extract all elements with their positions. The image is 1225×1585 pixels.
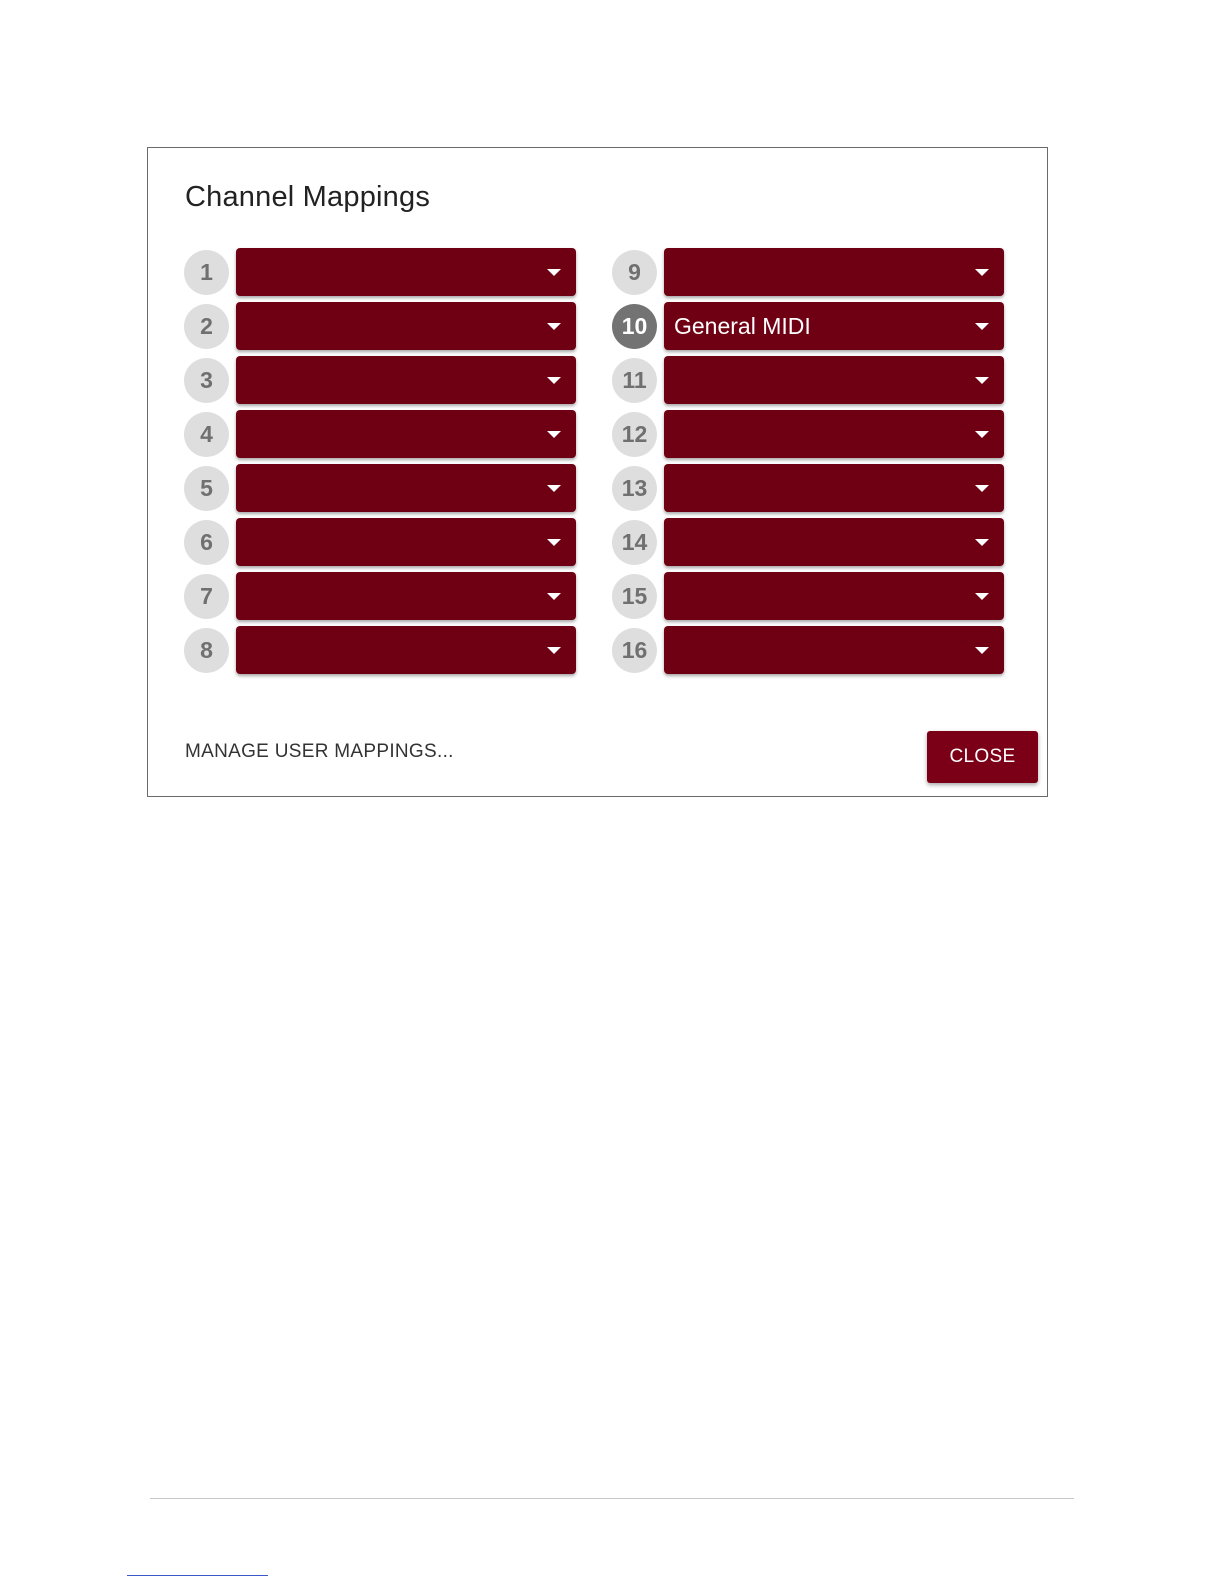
caret-down-icon — [547, 269, 561, 276]
channel-badge-7: 7 — [184, 574, 229, 619]
channel-badge-6: 6 — [184, 520, 229, 565]
caret-down-icon — [975, 593, 989, 600]
channel-row-11 — [612, 356, 992, 410]
channel-badge-5: 5 — [184, 466, 229, 511]
channel-select-5[interactable] — [236, 464, 576, 512]
channel-select-13[interactable] — [664, 464, 1004, 512]
channel-select-16[interactable] — [664, 626, 1004, 674]
channel-row-3 — [184, 356, 564, 410]
manage-user-mappings-button[interactable]: MANAGE USER MAPPINGS... — [185, 741, 454, 762]
caret-down-icon — [547, 323, 561, 330]
channel-select-14[interactable] — [664, 518, 1004, 566]
caret-down-icon — [975, 323, 989, 330]
caret-down-icon — [547, 485, 561, 492]
channel-badge-8: 8 — [184, 628, 229, 673]
caret-down-icon — [547, 647, 561, 654]
channel-badge-10: 10 — [612, 304, 657, 349]
channel-select-9[interactable] — [664, 248, 1004, 296]
channel-select-1[interactable] — [236, 248, 576, 296]
channel-select-10[interactable] — [664, 302, 1004, 350]
channel-badge-15: 15 — [612, 574, 657, 619]
channel-badge-1: 1 — [184, 250, 229, 295]
caret-down-icon — [975, 647, 989, 654]
channel-row-14 — [612, 518, 992, 572]
dialog-title: Channel Mappings — [185, 181, 431, 213]
channel-row-15 — [612, 572, 992, 626]
caret-down-icon — [547, 593, 561, 600]
channel-select-6[interactable] — [236, 518, 576, 566]
channel-row-9 — [612, 248, 992, 302]
channel-row-7 — [184, 572, 564, 626]
channel-row-10 — [612, 302, 992, 356]
channel-badge-3: 3 — [184, 358, 229, 403]
channel-badge-12: 12 — [612, 412, 657, 457]
channel-column-left — [184, 248, 564, 680]
caret-down-icon — [975, 485, 989, 492]
channel-select-7[interactable] — [236, 572, 576, 620]
channel-badge-9: 9 — [612, 250, 657, 295]
caret-down-icon — [975, 539, 989, 546]
channel-badge-11: 11 — [612, 358, 657, 403]
caret-down-icon — [547, 539, 561, 546]
channel-row-4 — [184, 410, 564, 464]
channel-select-value-10: General MIDI — [674, 313, 811, 339]
caret-down-icon — [547, 431, 561, 438]
channel-select-15[interactable] — [664, 572, 1004, 620]
channel-row-6 — [184, 518, 564, 572]
page-divider — [150, 1498, 1074, 1499]
caret-down-icon — [975, 431, 989, 438]
channel-row-8 — [184, 626, 564, 680]
channel-badge-13: 13 — [612, 466, 657, 511]
channel-badge-2: 2 — [184, 304, 229, 349]
close-button[interactable]: CLOSE — [927, 731, 1038, 783]
channel-select-12[interactable] — [664, 410, 1004, 458]
caret-down-icon — [547, 377, 561, 384]
channel-select-3[interactable] — [236, 356, 576, 404]
channel-row-1 — [184, 248, 564, 302]
footnote-separator — [127, 1575, 268, 1576]
channel-select-2[interactable] — [236, 302, 576, 350]
channel-select-11[interactable] — [664, 356, 1004, 404]
caret-down-icon — [975, 377, 989, 384]
channel-column-right — [612, 248, 992, 680]
channel-select-4[interactable] — [236, 410, 576, 458]
caret-down-icon — [975, 269, 989, 276]
channel-row-2 — [184, 302, 564, 356]
channel-row-13 — [612, 464, 992, 518]
channel-badge-4: 4 — [184, 412, 229, 457]
channel-row-5 — [184, 464, 564, 518]
channel-badge-16: 16 — [612, 628, 657, 673]
channel-badge-14: 14 — [612, 520, 657, 565]
channel-mappings-dialog — [147, 147, 1048, 797]
channel-select-8[interactable] — [236, 626, 576, 674]
channel-row-12 — [612, 410, 992, 464]
channel-row-16 — [612, 626, 992, 680]
